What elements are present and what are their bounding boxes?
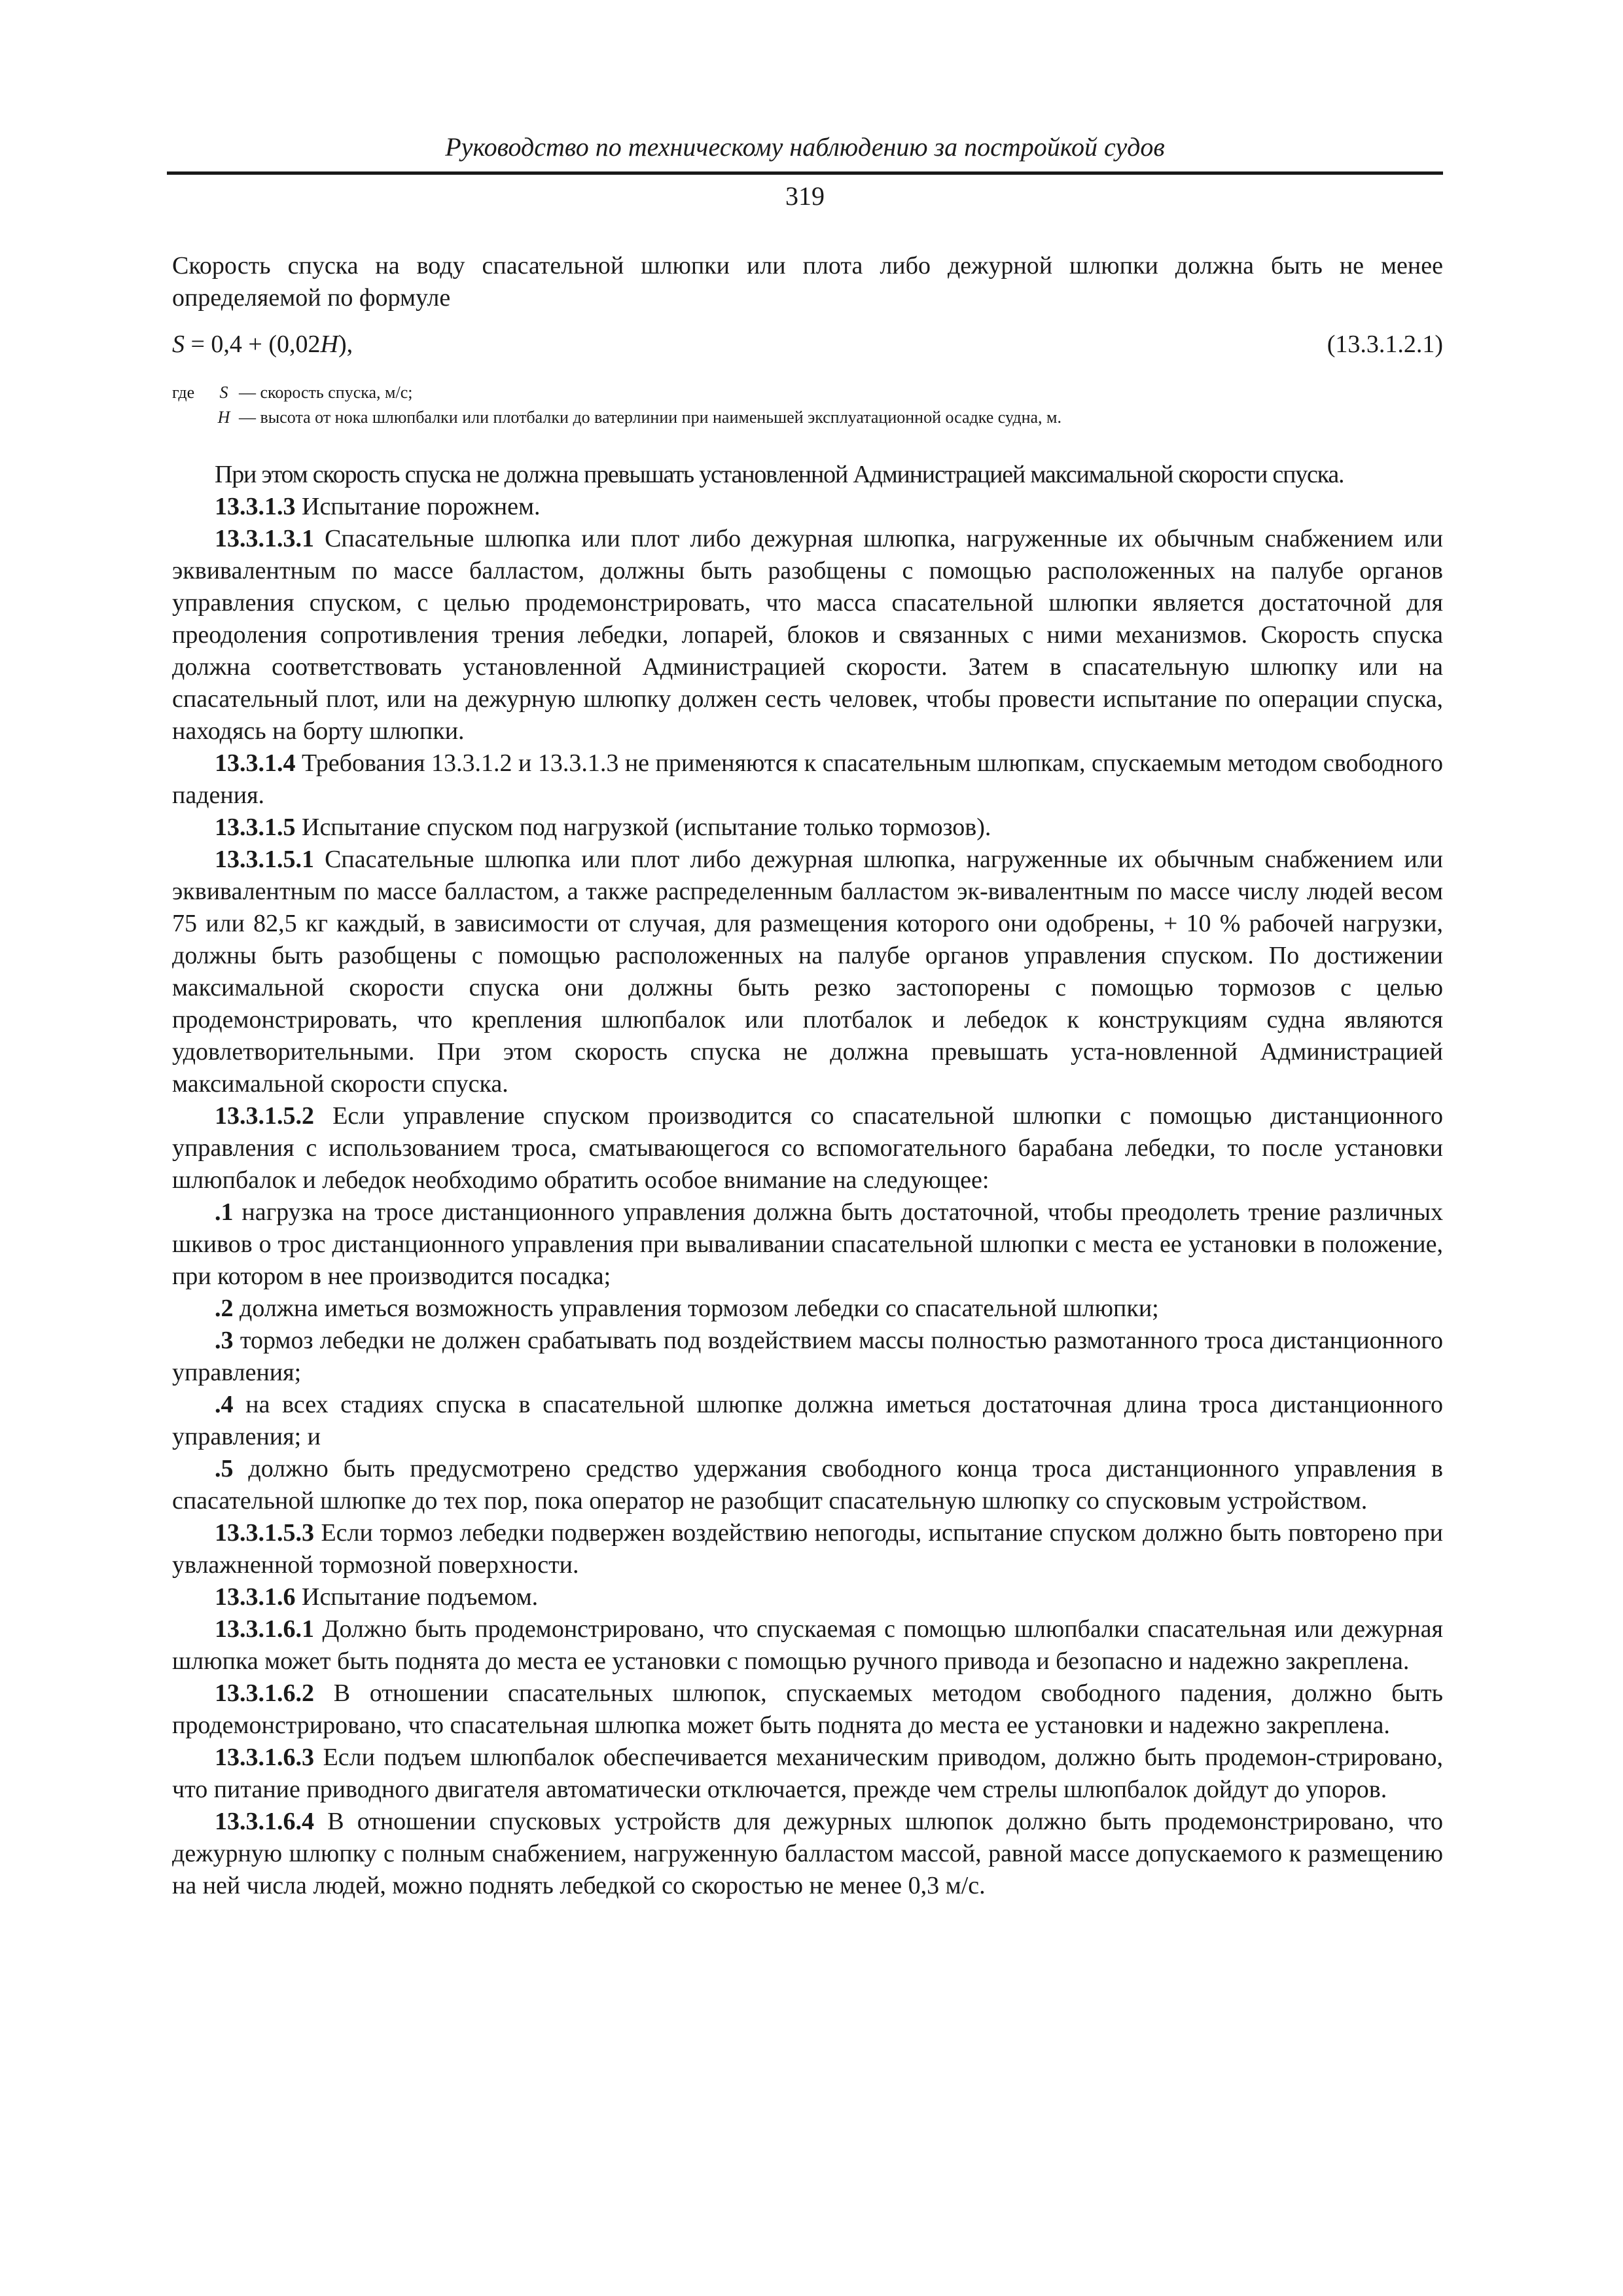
paragraph [172, 1581, 1443, 1613]
paragraph [172, 1517, 1443, 1581]
list-item [172, 1453, 1443, 1517]
paragraph-text: В отношении спусковых устройств для дежурных шлюпок должно быть продемонстрировано, что дежурную шлюпку с полным снабжением, нагруженную балластом массой, равной массе допускаемого к размещению на ней числа людей, можно поднять лебедкой со скоростью не менее 0,3 м/с. [172, 1808, 1443, 1899]
legend-row-s [172, 380, 1443, 405]
paragraph-text: Если тормоз лебедки подвержен воздействию непогоды, испытание спуском должно быть повторено при увлажненной тормозной поверхности. [172, 1519, 1443, 1579]
paragraph-number: 13.3.1.5.1 [215, 846, 314, 873]
header-rule [167, 171, 1443, 175]
paragraph [172, 747, 1443, 812]
formula-number: (13.3.1.2.1) [1327, 331, 1443, 358]
paragraph-number: 13.3.1.6 [215, 1583, 296, 1611]
paragraph-text: Спасательные шлюпка или плот либо дежурная шлюпка, нагруженные их обычным снабжением или эквивалентным по массе балластом, должны быть разобщены с помощью расположенных на палубе органов управления спуском, с целью продемонстрировать, что масса спасательной шлюпки является достаточной для преодоления сопротивления трения лебедки, лопарей, блоков и связанных с ними механизмов. Скорость спуска должна соответствовать установленной Администрацией скорости. Затем в спасательную шлюпку или на спасательный плот, или на дежурную шлюпку должен сесть человек, чтобы провести испытание по операции спуска, находясь на борту шлюпки. [172, 525, 1443, 745]
paragraph-text: Должно быть продемонстрировано, что спускаемая с помощью шлюпбалки спасательная или дежурная шлюпка может быть поднята до места ее установки с помощью ручного привода и безопасно и надежно закреплена. [172, 1615, 1443, 1675]
paragraph-number: 13.3.1.4 [215, 749, 296, 777]
list-item-text: нагрузка на тросе дистанционного управления должна быть достаточной, чтобы преодолеть трение различных шкивов о трос дистанционного управления при вываливании спасательной шлюпки с места ее установки в положение, при котором в нее производится посадка; [172, 1198, 1443, 1290]
paragraph-number: 13.3.1.5.3 [215, 1519, 314, 1547]
paragraph [172, 1100, 1443, 1196]
formula-expression [172, 329, 353, 361]
legend-term-s: S [219, 383, 228, 402]
paragraph-text: Требования 13.3.1.2 и 13.3.1.3 не применяются к спасательным шлюпкам, спускаемым методом свободного падения. [172, 749, 1443, 809]
list-item [172, 1389, 1443, 1453]
paragraph-text: Если подъем шлюпбалок обеспечивается механическим приводом, должно быть продемон-стрировано, что питание приводного двигателя автоматически отключается, прежде чем стрелы шлюпбалок дойдут до упоров. [172, 1744, 1443, 1803]
paragraph-text: Испытание спуском под нагрузкой (испытание только тормозов). [295, 814, 991, 841]
list-item-number: .2 [215, 1295, 234, 1322]
paragraph [172, 1613, 1443, 1677]
paragraph-text: Испытание подъемом. [295, 1583, 539, 1611]
list-item [172, 1196, 1443, 1293]
formula-rhs-b: ), [338, 331, 353, 358]
paragraph-number: 13.3.1.6.4 [215, 1808, 314, 1835]
list-item-number: .4 [215, 1391, 234, 1418]
paragraph [172, 491, 1443, 523]
paragraph-number: 13.3.1.6.3 [215, 1744, 314, 1771]
paragraph-number: 13.3.1.6.1 [215, 1615, 314, 1643]
paragraph [172, 812, 1443, 844]
intro-paragraph: Скорость спуска на воду спасательной шлюпки или плота либо дежурной шлюпки должна быть не менее определяемой по формуле [172, 252, 1443, 312]
list-item-number: .1 [215, 1198, 234, 1226]
list-item [172, 1293, 1443, 1325]
running-title: Руководство по техническому наблюдению за постройкой судов [445, 132, 1165, 162]
formula-rhs-a: = 0,4 + (0,02 [185, 331, 321, 358]
paragraph-number: 13.3.1.5 [215, 814, 296, 841]
formula [172, 329, 1443, 361]
list-item-number: .3 [215, 1327, 234, 1354]
paragraph-text: В отношении спасательных шлюпок, спускаемых методом свободного падения, должно быть продемонстрировано, что спасательная шлюпка может быть поднята до места ее установки и надежно закреплена. [172, 1679, 1443, 1739]
formula-lhs: S [172, 331, 185, 358]
list-item-text: должна иметься возможность управления тормозом лебедки со спасательной шлюпки; [233, 1295, 1159, 1322]
formula-legend [172, 380, 1443, 430]
paragraph-number: 13.3.1.6.2 [215, 1679, 314, 1707]
paragraph [172, 1806, 1443, 1902]
list-item-number: .5 [215, 1455, 234, 1482]
legend-lead: где [172, 383, 195, 402]
paragraph [172, 459, 1443, 491]
legend-row-h [172, 405, 1443, 430]
paragraph [172, 1742, 1443, 1806]
legend-text-h: — высота от нока шлюпбалки или плотбалки до ватерлинии при наименьшей эксплуатационной осадке судна, м. [239, 408, 1061, 427]
paragraph-text: Спасательные шлюпка или плот либо дежурная шлюпка, нагруженные их обычным снабжением или эквивалентным по массе балластом, а также распределенным балластом эк-вивалентным по массе числу людей весом 75 или 82,5 кг каждый, в зависимости от случая, для размещения которого они одобрены, + 10 % рабочей нагрузки, должны быть разобщены с помощью расположенных на палубе органов управления спуском. По достижении максимальной скорости спуска они должны быть резко застопорены с помощью тормозов с целью продемонстрировать, что крепления шлюпбалок или плотбалок и лебедок к конструкциям судна являются удовлетворительными. При этом скорость спуска не должна превышать уста-новленной Администрацией максимальной скорости спуска. [172, 846, 1443, 1098]
list-item-text: должно быть предусмотрено средство удержания свободного конца троса дистанционного управления в спасательной шлюпке до тех пор, пока оператор не разобщит спасательную шлюпку со спусковым устройством. [172, 1455, 1443, 1515]
formula-rhs-var: H [320, 331, 338, 358]
list-item-text: тормоз лебедки не должен срабатывать под воздействием массы полностью размотанного троса дистанционного управления; [172, 1327, 1443, 1386]
paragraph-text: Испытание порожнем. [295, 493, 541, 520]
document-body [172, 250, 1443, 1902]
paragraph-number: 13.3.1.3 [215, 493, 296, 520]
page-number: 319 [785, 181, 825, 211]
legend-text-s: — скорость спуска, м/с; [239, 383, 413, 402]
paragraph [172, 1677, 1443, 1742]
list-item [172, 1325, 1443, 1389]
paragraph [172, 844, 1443, 1100]
paragraph-text: Если управление спуском производится со спасательной шлюпки с помощью дистанционного управления с использованием троса, сматывающегося со вспомогательного барабана лебедки, то после установки шлюпбалок и лебедок необходимо обратить особое внимание на следующее: [172, 1102, 1443, 1194]
paragraph-number: 13.3.1.3.1 [215, 525, 314, 552]
paragraph-number: 13.3.1.5.2 [215, 1102, 314, 1130]
paragraph-text: При этом скорость спуска не должна превышать установленной Администрацией максимальной скорости спуска. [215, 461, 1344, 488]
list-item-text: на всех стадиях спуска в спасательной шлюпке должна иметься достаточная длина троса дистанционного управления; и [172, 1391, 1443, 1450]
legend-term-h: H [217, 408, 230, 427]
paragraph [172, 523, 1443, 747]
